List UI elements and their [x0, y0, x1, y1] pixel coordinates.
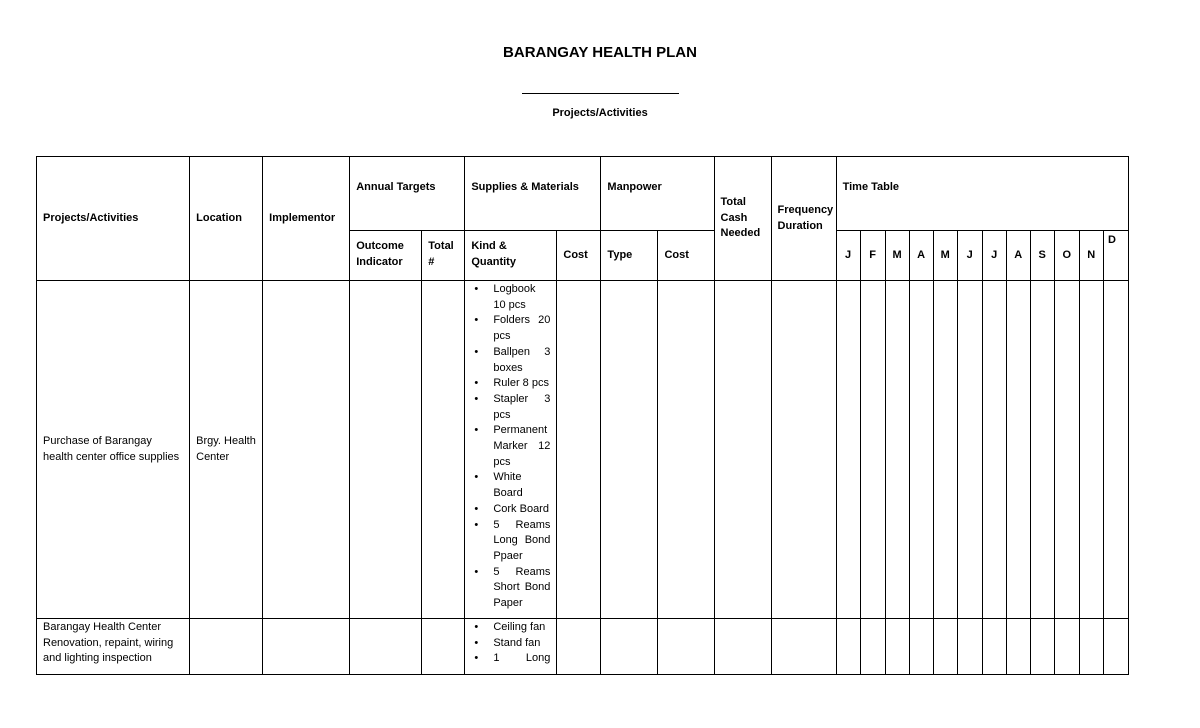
list-item-text: Ballpen 3 boxes [493, 345, 551, 374]
manpower-type-cell [601, 281, 658, 619]
timetable-cell [885, 281, 909, 619]
month-jan: J [836, 231, 860, 281]
timetable-cell [957, 281, 982, 619]
header-supplies-cost: Cost [557, 231, 601, 281]
list-item [471, 470, 550, 501]
timetable-cell [957, 619, 982, 675]
bullet-icon: • [474, 502, 479, 515]
timetable-cell [909, 281, 933, 619]
list-item-text: Folders 20 pcs [493, 314, 551, 343]
list-item-text: White Board [493, 471, 523, 500]
manpower-cost-cell [658, 281, 714, 619]
list-item [471, 376, 550, 392]
outcome-cell [350, 281, 422, 619]
supplies-list [471, 620, 550, 667]
header-outcome-indicator: Outcome Indicator [350, 231, 422, 281]
timetable-cell [1054, 281, 1079, 619]
timetable-cell [1030, 281, 1054, 619]
timetable-cell [1006, 619, 1030, 675]
header-frequency-duration: Frequency Duration [771, 157, 836, 281]
bullet-icon: • [474, 471, 479, 484]
list-item-text: Permanent Marker 12 pcs [493, 424, 551, 468]
list-item-text: 1 Long [493, 652, 551, 665]
total-cell [422, 281, 465, 619]
timetable-cell [836, 281, 860, 619]
header-implementor: Implementor [263, 157, 350, 281]
month-mar: M [885, 231, 909, 281]
list-item [471, 518, 550, 565]
list-item-text: Cork Board [493, 502, 549, 515]
location-cell: Brgy. Health Center [190, 281, 263, 619]
list-item [471, 502, 550, 518]
timetable-cell [1103, 619, 1128, 675]
list-item-text: Stand fan [493, 636, 541, 649]
bullet-icon: • [474, 392, 479, 405]
header-total-cash-needed: Total Cash Needed [714, 157, 771, 281]
title-underline [522, 93, 679, 94]
list-item [471, 423, 550, 470]
table-row [37, 281, 1129, 619]
header-annual-targets: Annual Targets [350, 157, 465, 231]
list-item [471, 282, 550, 313]
month-jun: J [957, 231, 982, 281]
timetable-cell [1079, 281, 1103, 619]
supplies-cost-cell [557, 619, 601, 675]
bullet-icon: • [474, 652, 479, 665]
list-item-text: Stapler 3 pcs [493, 392, 551, 421]
timetable-cell [933, 281, 957, 619]
timetable-cell [1006, 281, 1030, 619]
bullet-icon: • [474, 314, 479, 327]
bullet-icon: • [474, 345, 479, 358]
bullet-icon: • [474, 424, 479, 437]
list-item-text: Ceiling fan [493, 621, 546, 633]
header-time-table: Time Table [836, 157, 1128, 231]
project-cell: Purchase of Barangay health center office supplies [37, 281, 190, 619]
timetable-cell [1030, 619, 1054, 675]
header-manpower-type: Type [601, 231, 658, 281]
list-item [471, 636, 550, 652]
manpower-type-cell [601, 619, 658, 675]
manpower-cost-cell [658, 619, 714, 675]
timetable-cell [982, 619, 1006, 675]
implementor-cell [263, 619, 350, 675]
list-item-text: 5 Reams Long Bond Ppaer [493, 518, 551, 562]
total-cell [422, 619, 465, 675]
document-title: BARANGAY HEALTH PLAN [503, 44, 697, 61]
supplies-list [471, 282, 550, 612]
month-sep: S [1030, 231, 1054, 281]
bullet-icon: • [474, 377, 479, 390]
timetable-cell [1103, 281, 1128, 619]
project-cell: Barangay Health Center Renovation, repaint, wiring and lighting inspection [37, 619, 190, 675]
implementor-cell [263, 281, 350, 619]
location-cell [190, 619, 263, 675]
frequency-cell [771, 281, 836, 619]
supplies-cell [465, 281, 557, 619]
header-total-count: Total # [422, 231, 465, 281]
list-item-text: 5 Reams Short Bond Paper [493, 565, 551, 610]
bullet-icon: • [474, 518, 479, 531]
timetable-cell [982, 281, 1006, 619]
list-item [471, 313, 550, 344]
timetable-cell [885, 619, 909, 675]
list-item [471, 651, 550, 667]
list-item-text: Ruler 8 pcs [493, 377, 549, 390]
header-location: Location [190, 157, 263, 281]
month-apr: A [909, 231, 933, 281]
list-item [471, 565, 550, 612]
month-nov: N [1079, 231, 1103, 281]
header-manpower-cost: Cost [658, 231, 714, 281]
health-plan-table [36, 156, 1129, 675]
timetable-cell [933, 619, 957, 675]
outcome-cell [350, 619, 422, 675]
total-cash-cell [714, 619, 771, 675]
timetable-cell [836, 619, 860, 675]
header-row-1 [37, 157, 1129, 231]
timetable-cell [860, 281, 885, 619]
bullet-icon: • [474, 283, 479, 295]
month-feb: F [860, 231, 885, 281]
month-jul: J [982, 231, 1006, 281]
total-cash-cell [714, 281, 771, 619]
month-dec: D [1103, 231, 1128, 281]
supplies-cell [465, 619, 557, 675]
bullet-icon: • [474, 621, 479, 633]
month-oct: O [1054, 231, 1079, 281]
month-aug: A [1006, 231, 1030, 281]
timetable-cell [860, 619, 885, 675]
list-item-text: Logbook 10 pcs [493, 283, 536, 311]
supplies-cost-cell [557, 281, 601, 619]
timetable-cell [1054, 619, 1079, 675]
timetable-cell [1079, 619, 1103, 675]
month-may: M [933, 231, 957, 281]
bullet-icon: • [474, 565, 479, 578]
header-supplies-materials: Supplies & Materials [465, 157, 601, 231]
frequency-cell [771, 619, 836, 675]
list-item [471, 392, 550, 423]
header-kind-quantity: Kind & Quantity [465, 231, 557, 281]
header-projects: Projects/Activities [37, 157, 190, 281]
header-manpower: Manpower [601, 157, 714, 231]
list-item [471, 345, 550, 376]
document-subtitle: Projects/Activities [552, 107, 648, 119]
bullet-icon: • [474, 636, 479, 649]
table-row [37, 619, 1129, 675]
list-item [471, 620, 550, 636]
timetable-cell [909, 619, 933, 675]
